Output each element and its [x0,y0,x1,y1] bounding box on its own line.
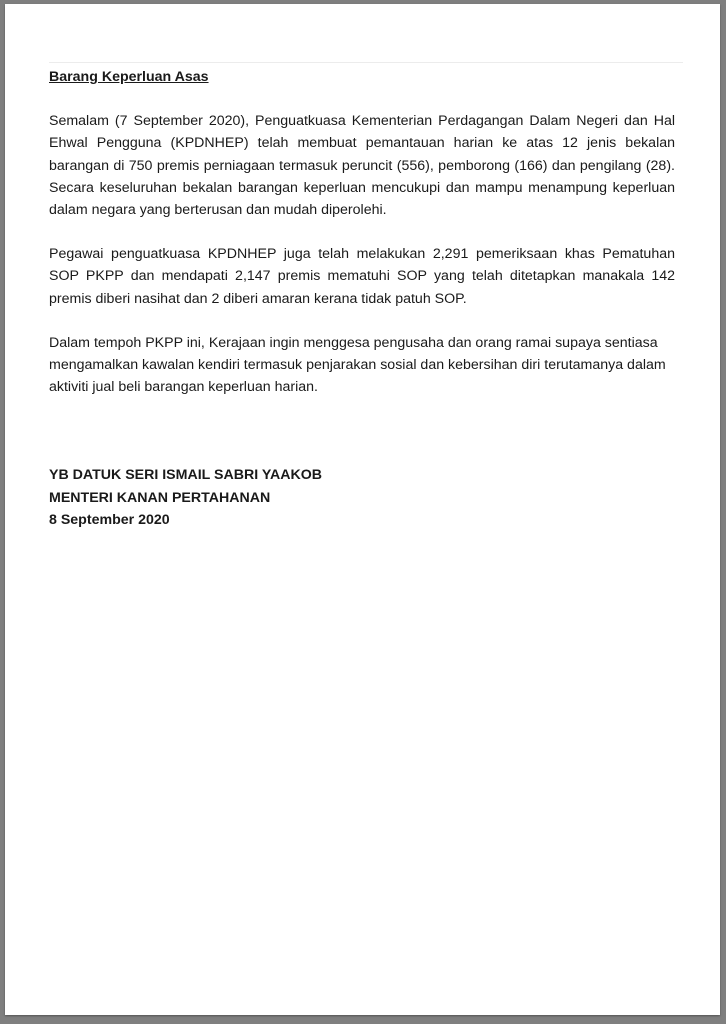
signatory-name: YB DATUK SERI ISMAIL SABRI YAAKOB [49,467,323,484]
paragraph-monitoring: Semalam (7 September 2020), Penguatkuasa Kementerian Perdagangan Dalam Negeri dan Hal Ehwal Pengguna (KPDNHEP) telah membuat pemantauan harian ke atas 12 jenis bekalan barangan di 750 premis perniagaan termasuk peruncit (556), pemborong (166) dan pengilang (28). Secara keseluruhan bekalan barangan keperluan mencukupi dan mampu menampung keperluan dalam negara yang berterusan dan mudah diperolehi. [49,113,675,219]
header-rule [49,62,683,63]
paragraph-inspection: Pegawai penguatkuasa KPDNHEP juga telah melakukan 2,291 pemeriksaan khas Pematuhan SOP PKPP dan mendapati 2,147 premis mematuhi SOP yang telah ditetapkan manakala 142 premis diberi nasihat dan 2 diberi amaran kerana tidak patuh SOP. [49,246,675,307]
document-page [5,4,720,1015]
document-date: 8 September 2020 [49,511,170,528]
signatory-title: MENTERI KANAN PERTAHANAN [49,489,271,506]
section-heading: Barang Keperluan Asas [49,69,209,85]
signature-block [49,464,675,531]
document-content [49,66,675,531]
paragraph-advice: Dalam tempoh PKPP ini, Kerajaan ingin menggesa pengusaha dan orang ramai supaya sentiasa mengamalkan kawalan kendiri termasuk penjarakan sosial dan kebersihan diri terutamanya dalam aktiviti jual beli barangan keperluan harian. [49,334,666,396]
